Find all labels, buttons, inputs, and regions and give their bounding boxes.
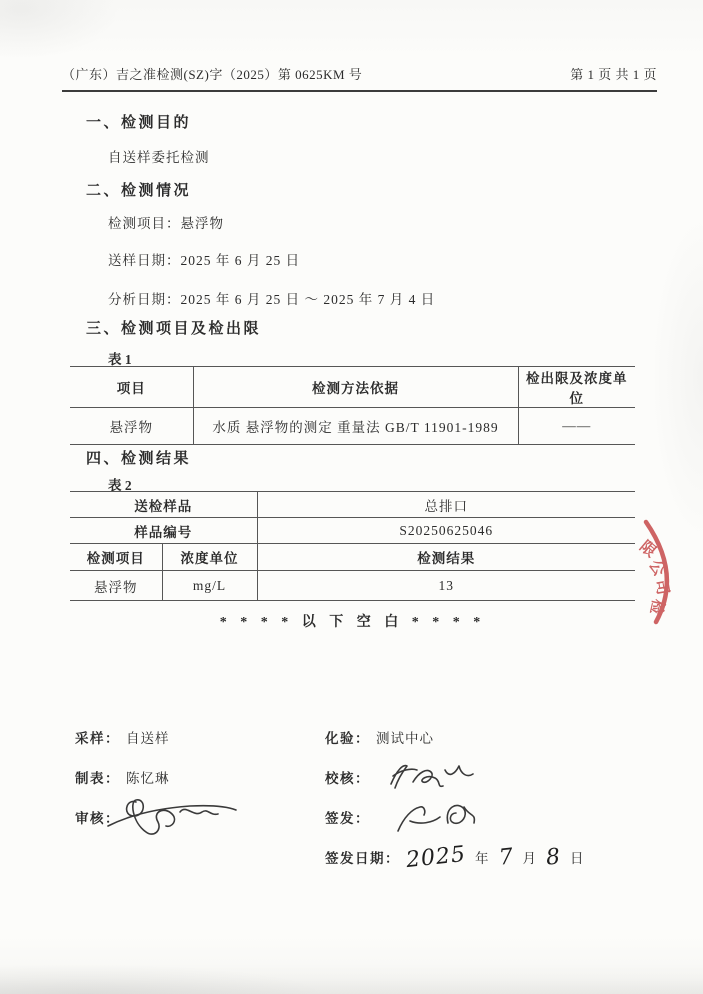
table-1-label: 表 1 [108, 352, 132, 367]
t1-limit-value: —— [518, 408, 635, 445]
month-char: 月 [522, 851, 537, 866]
day-char: 日 [570, 851, 585, 866]
lab-row [325, 717, 594, 757]
t2-col-unit: 浓度单位 [162, 544, 257, 571]
t1-col-method: 检测方法依据 [193, 367, 518, 408]
issue-date-label: 签发日期： [325, 851, 400, 866]
issue-date-month-handwritten: 7 [497, 843, 515, 871]
page-indicator: 第 1 页 共 1 页 [570, 67, 657, 82]
table-row [70, 571, 635, 601]
t2-item-value: 悬浮物 [94, 579, 138, 595]
doc-number: （广东）吉之准检测(SZ)字（2025）第 0625KM 号 [62, 67, 363, 82]
t2-result-value: 13 [257, 571, 635, 601]
t2-col-item: 检测项目 [86, 551, 145, 566]
section-3-heading: 三、检测项目及检出限 [86, 321, 262, 337]
t1-method-value: 水质 悬浮物的测定 重量法 GB/T 11901-1989 [193, 408, 518, 445]
t1-col-item: 项目 [116, 381, 146, 396]
checker-signature [383, 752, 478, 797]
reviewer-label: 审核： [75, 811, 120, 826]
year-char: 年 [475, 851, 490, 866]
lab-value: 测试中心 [376, 731, 434, 746]
t2-col-result: 检测结果 [257, 544, 635, 571]
stamp-char-4: 检 [646, 597, 667, 617]
t1-col-limit: 检出限及浓度单位 [518, 367, 635, 408]
issue-date-day-handwritten: 8 [544, 843, 563, 871]
section-2-heading: 二、检测情况 [86, 183, 192, 199]
sampling-value: 自送样 [126, 731, 170, 746]
t1-item-value: 悬浮物 [109, 420, 153, 435]
section-4-heading: 四、检测结果 [86, 451, 192, 467]
section-1-heading: 一、检测目的 [86, 115, 192, 131]
purpose-text: 自送样委托检测 [108, 150, 210, 165]
issuer-signature [390, 795, 480, 840]
sampling-row [75, 717, 325, 757]
analysis-date-line: 分析日期：2025 年 6 月 25 日 ～ 2025 年 7 月 4 日 [108, 292, 436, 307]
checker-label: 校核： [325, 771, 370, 786]
results-table [70, 491, 635, 601]
t2-code-value: S20250625046 [257, 518, 635, 544]
table-row [70, 367, 635, 408]
test-item-line: 检测项目：悬浮物 [108, 216, 224, 231]
blank-below-note: * * * * 以 下 空 白 * * * * [219, 615, 486, 630]
stamp-seal [596, 492, 703, 657]
stamp-char-2: 公 [645, 557, 668, 580]
tabulator-value: 陈忆琳 [126, 771, 170, 786]
issue-date-row [325, 837, 594, 877]
t2-code-label: 样品编号 [134, 524, 193, 540]
reviewer-signature [102, 788, 242, 843]
detection-limit-table [70, 366, 635, 445]
report-header [62, 64, 657, 92]
stamp-char-1: 限 [636, 537, 660, 561]
table-row [70, 544, 635, 571]
table-row [70, 518, 635, 544]
sample-date-line: 送样日期：2025 年 6 月 25 日 [108, 253, 301, 268]
t2-unit-value: mg/L [162, 571, 257, 601]
sampling-label: 采样： [75, 731, 120, 746]
tabulator-label: 制表： [75, 771, 120, 786]
table-row [70, 492, 635, 518]
t2-sample-label: 送检样品 [134, 498, 193, 514]
table-row [70, 408, 635, 445]
t2-sample-value: 总排口 [257, 492, 635, 518]
issuer-label: 签发： [325, 811, 370, 826]
stamp-char-3: 司 [651, 577, 672, 597]
issue-date-year-handwritten: 2025 [404, 841, 468, 873]
table-2-label: 表 2 [108, 478, 132, 493]
lab-label: 化验： [325, 731, 370, 746]
